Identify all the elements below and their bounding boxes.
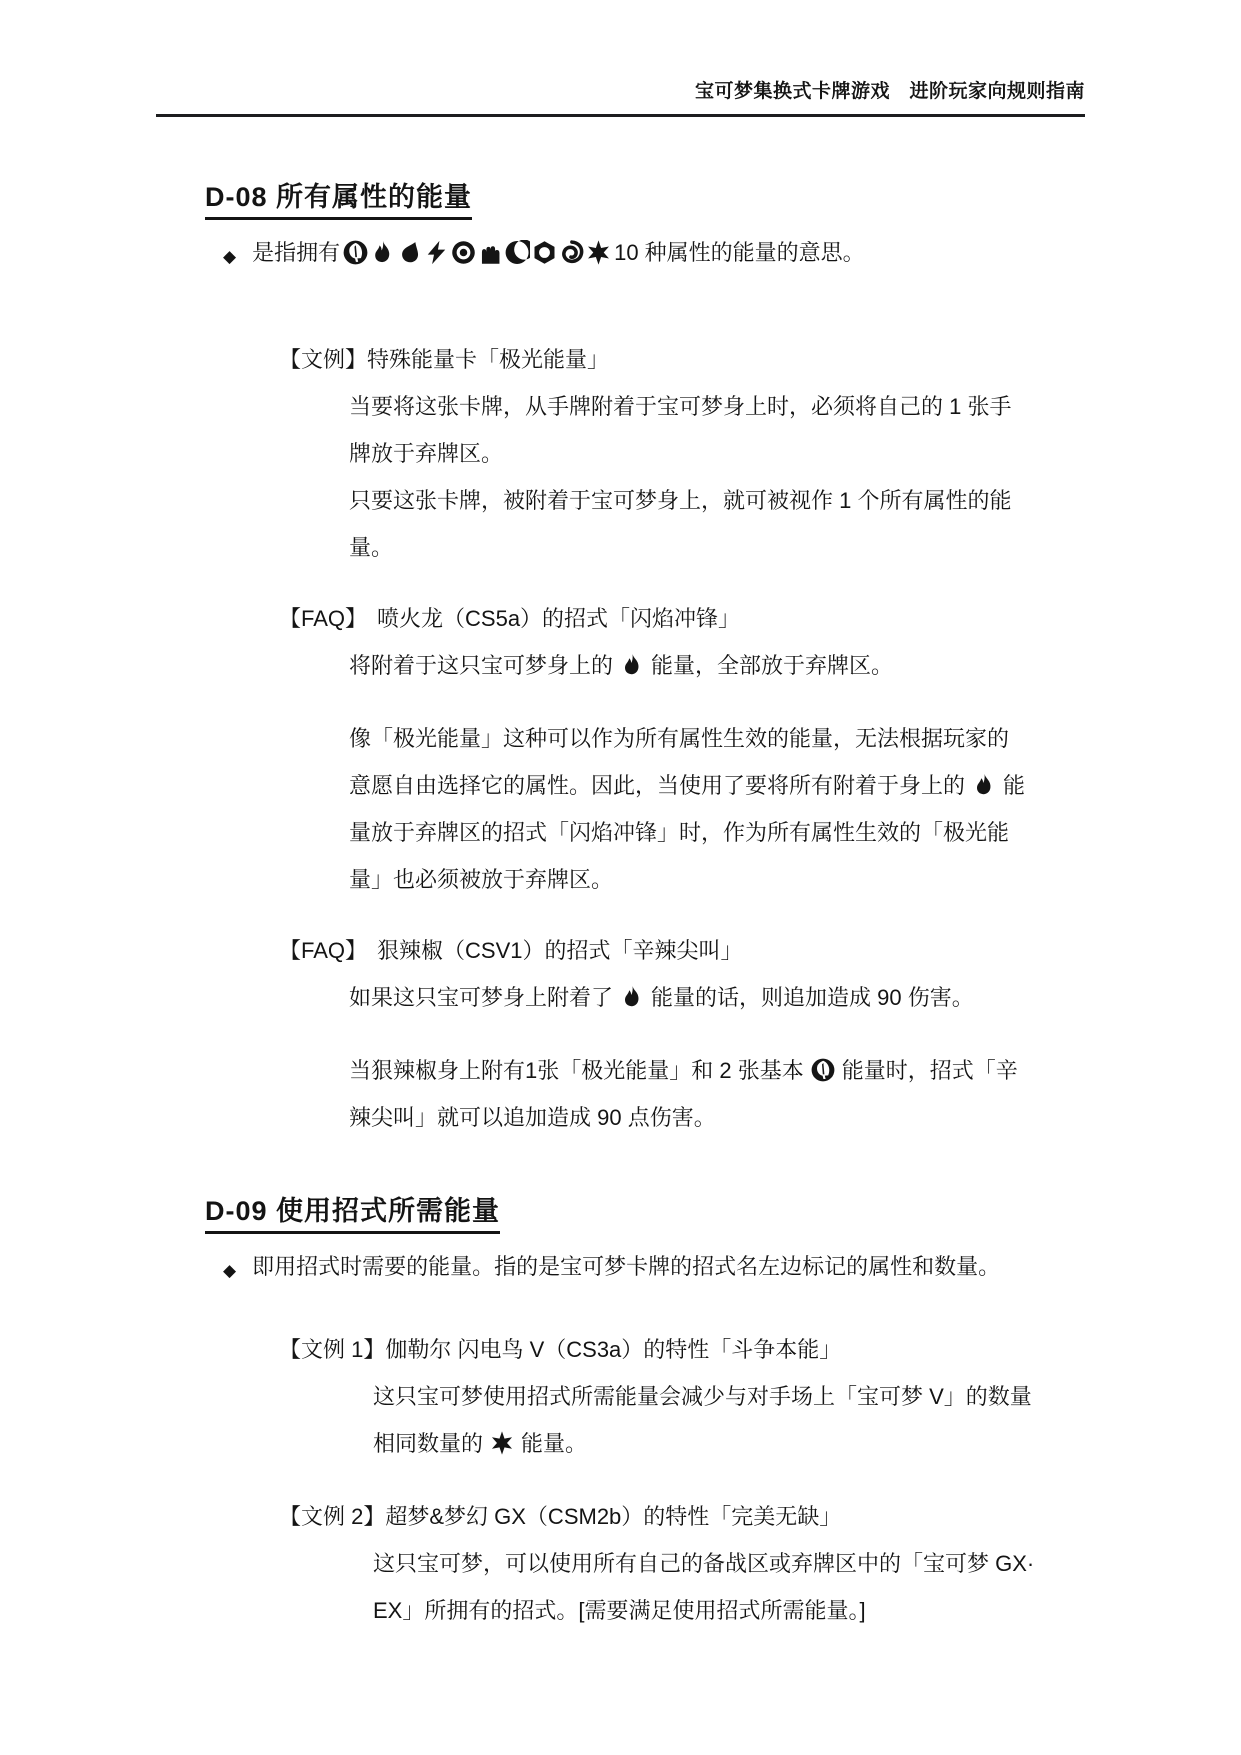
section-heading-d09-text: D-09 使用招式所需能量	[205, 1196, 500, 1234]
text-line: 量放于弃牌区的招式「闪焰冲锋」时，作为所有属性生效的「极光能	[349, 820, 1010, 845]
d08-faq1-note	[349, 715, 1091, 903]
text-line: 这只宝可梦，可以使用所有自己的备战区或弃牌区中的「宝可梦 GX·	[373, 1551, 1035, 1576]
text-line	[349, 762, 1091, 809]
example-label: 【文例 2】	[279, 1504, 386, 1529]
water-icon	[397, 240, 422, 265]
text-line: 量」也必须被放于弃牌区。	[349, 867, 614, 892]
example-label: 【文例】	[279, 347, 368, 372]
d08-faq2-body	[349, 974, 1091, 1141]
section-heading-d09	[205, 1189, 1091, 1228]
text-line: 量。	[349, 535, 394, 560]
text-segment: 意愿自由选择它的属性。因此，当使用了要将所有附着于身上的	[349, 773, 966, 798]
grass-icon	[811, 1058, 835, 1082]
d08-faq2-head	[279, 927, 1091, 974]
text-segment: 能量时，招式「辛	[841, 1058, 1018, 1083]
text-line: 这只宝可梦使用招式所需能量会减少与对手场上「宝可梦 V」的数量	[373, 1384, 1032, 1409]
d08-example-block	[279, 336, 1091, 571]
example-title: 超梦&梦幻 GX（CSM2b）的特性「完美无缺」	[385, 1504, 842, 1529]
darkness-icon	[505, 240, 530, 265]
fire-icon	[370, 240, 395, 265]
text-segment: 如果这只宝可梦身上附着了	[349, 985, 614, 1010]
text-line: 像「极光能量」这种可以作为所有属性生效的能量，无法根据玩家的	[349, 726, 1010, 751]
diamond-bullet-icon: ◆	[223, 1261, 237, 1280]
text-line: 当要将这张卡牌，从手牌附着于宝可梦身上时，必须将自己的 1 张手	[349, 394, 1012, 419]
text-segment: 当狠辣椒身上附有1张「极光能量」和 2 张基本	[349, 1058, 804, 1083]
d08-bullet-post: 10 种属性的能量的意思。	[614, 240, 865, 265]
text-line: EX」所拥有的招式。[需要满足使用招式所需能量。]	[373, 1598, 866, 1623]
header-title: 宝可梦集换式卡牌游戏 进阶玩家向规则指南	[694, 81, 1085, 102]
d08-faq1-block	[279, 595, 1091, 903]
fire-icon	[972, 773, 996, 797]
page-content	[0, 175, 1241, 1634]
grass-icon	[343, 240, 368, 265]
d08-example-body	[349, 383, 1091, 571]
d09-bullet-row	[223, 1252, 1091, 1286]
d08-bullet-row	[223, 238, 1091, 272]
d09-bullet-text: 即用招式时需要的能量。指的是宝可梦卡牌的招式名左边标记的属性和数量。	[252, 1254, 1001, 1279]
faq-label: 【FAQ】	[279, 606, 368, 631]
d09-example1-body	[373, 1373, 1091, 1467]
example-title: 伽勒尔 闪电鸟 V（CS3a）的特性「斗争本能」	[385, 1337, 842, 1362]
faq-label: 【FAQ】	[279, 938, 368, 963]
colorless-icon	[586, 240, 611, 265]
text-line	[373, 1420, 1091, 1467]
d08-faq2-note	[349, 1047, 1091, 1141]
d09-example2-head	[279, 1493, 1091, 1540]
section-heading-d08	[205, 175, 1091, 214]
header-divider	[156, 114, 1085, 117]
d08-bullet-pre: 是指拥有	[252, 240, 341, 265]
fairy-icon	[559, 240, 584, 265]
text-line: 只要这张卡牌，被附着于宝可梦身上，就可被视作 1 个所有属性的能	[349, 488, 1012, 513]
text-segment: 能量，全部放于弃牌区。	[651, 653, 894, 678]
text-line	[349, 974, 1091, 1021]
text-segment: 能量。	[521, 1431, 588, 1456]
d08-example-head	[279, 336, 1091, 383]
section-heading-d08-text: D-08 所有属性的能量	[205, 182, 472, 220]
lightning-icon	[424, 240, 449, 265]
colorless-icon	[490, 1431, 514, 1455]
text-segment: 将附着于这只宝可梦身上的	[349, 653, 614, 678]
text-line: 辣尖叫」就可以追加造成 90 点伤害。	[349, 1105, 716, 1130]
example-title: 特殊能量卡「极光能量」	[367, 347, 610, 372]
example-label: 【文例 1】	[279, 1337, 386, 1362]
d09-example2-block	[279, 1493, 1091, 1634]
d09-example2-body	[373, 1540, 1091, 1634]
text-segment: 能	[1003, 773, 1026, 798]
metal-icon	[532, 240, 557, 265]
fighting-icon	[478, 240, 503, 265]
text-line	[349, 642, 1091, 689]
d09-example1-head	[279, 1326, 1091, 1373]
text-line: 牌放于弃牌区。	[349, 441, 504, 466]
energy-type-icons	[342, 240, 612, 265]
diamond-bullet-icon: ◆	[223, 247, 237, 266]
text-line	[349, 1047, 1091, 1094]
faq-title: 喷火龙（CS5a）的招式「闪焰冲锋」	[377, 606, 741, 631]
faq-title: 狠辣椒（CSV1）的招式「辛辣尖叫」	[377, 938, 743, 963]
d08-faq2-block	[279, 927, 1091, 1141]
d08-bullet-text	[252, 238, 865, 268]
d08-faq1-body	[349, 642, 1091, 903]
text-segment: 能量的话，则追加造成 90 伤害。	[651, 985, 974, 1010]
psychic-icon	[451, 240, 476, 265]
fire-icon	[620, 985, 644, 1009]
d08-faq1-head	[279, 595, 1091, 642]
page-header	[0, 0, 1241, 117]
text-segment: 相同数量的	[373, 1431, 484, 1456]
fire-icon	[620, 653, 644, 677]
d09-example1-block	[279, 1326, 1091, 1467]
